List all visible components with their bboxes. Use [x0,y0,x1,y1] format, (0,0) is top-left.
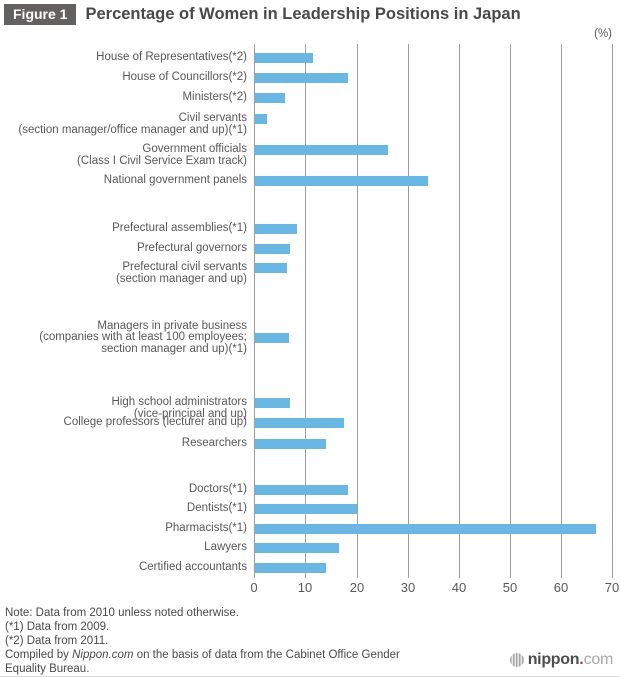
category-label [137,243,247,255]
category-label [122,72,247,84]
bar [255,504,357,514]
category-label-line: (vice-principal and up) [133,407,247,420]
category-label-line: Certified accountants [138,561,247,573]
gridline [510,44,511,578]
bar [255,244,290,254]
bar [255,543,339,553]
category-label [96,52,247,64]
bar [255,176,428,186]
x-tick-label: 70 [604,580,620,595]
logo-dot: . [579,651,584,668]
bar [255,333,289,343]
category-label-line: (companies with at least 100 employees; [39,331,247,343]
category-label [39,321,247,356]
note-line: Note: Data from 2010 unless noted otherwise. [5,607,239,619]
category-label-line: (section manager/office manager and up)(*1) [18,123,247,136]
bar [255,439,326,449]
gridline [254,44,255,578]
bar [255,93,285,103]
bar [255,145,388,155]
logo-name: nippon [527,651,580,668]
logo-tld: com [583,651,613,668]
globe-icon [510,653,524,667]
category-label-line: High school administrators [111,396,247,408]
category-label [139,562,247,574]
category-label-line: House of Councillors(*2) [122,71,247,83]
figure-title: Percentage of Women in Leadership Positions in Japan [85,5,521,23]
category-label-line: House of Representatives(*2) [96,51,247,63]
gridline [357,44,358,578]
figure-number-badge: Figure 1 [4,4,76,25]
category-label-line: Prefectural assemblies(*1) [112,222,247,234]
note-compiled-prefix: Compiled by [5,649,73,661]
category-label-line: Managers in private business [97,319,247,332]
x-tick-label: 30 [400,580,416,595]
category-label-line: Researchers [181,437,247,449]
note-compiled-suffix: on the basis of data from the Cabinet Office Gender Equality Bureau. [5,649,400,675]
category-label-line: (Class I Civil Service Exam track) [77,154,247,167]
category-label-line: College professors (lecturer and up) [63,416,247,428]
x-tick-label: 0 [250,580,258,595]
note-compiled [5,648,405,676]
category-label [64,417,247,429]
category-label-line: Ministers(*2) [182,91,247,103]
gridline [459,44,460,578]
gridline [305,44,306,578]
bar [255,224,297,234]
category-label [165,523,247,535]
category-label [189,484,247,496]
category-label-line: Government officials [142,143,247,155]
category-label [187,503,247,515]
x-tick-label: 10 [297,580,313,595]
category-label-line: section manager and up)(*1) [101,342,247,355]
category-label-line: Prefectural governors [137,242,247,254]
x-tick-label: 50 [502,580,518,595]
category-label-line: Doctors(*1) [188,483,247,495]
category-label [182,92,247,104]
gridline [408,44,409,578]
category-label-line: National government panels [103,174,247,186]
bar [255,114,267,124]
bar [255,73,348,83]
category-label [116,262,247,285]
bar [255,563,326,573]
category-label [182,438,247,450]
x-tick-label: 60 [553,580,569,595]
nippon-logo [510,651,613,669]
bar [255,418,344,428]
x-tick-label: 40 [451,580,467,595]
bar [255,398,290,408]
gridline [561,44,562,578]
gridline [612,44,613,578]
note-compiled-source: Nippon.com [72,649,134,661]
notes [5,606,405,676]
category-label-line: Dentists(*1) [186,502,247,514]
bar [255,485,348,495]
category-label [18,113,247,136]
bar [255,263,287,273]
bar [255,524,596,534]
note-line: (*2) Data from 2011. [5,635,109,647]
category-label [112,223,247,235]
category-label-line: Lawyers [204,541,247,553]
category-label [104,175,247,187]
note-line: (*1) Data from 2009. [5,621,110,633]
category-label [77,144,247,167]
category-label-line: Prefectural civil servants [122,261,247,273]
category-label-line: Pharmacists(*1) [165,522,247,534]
unit-label: (%) [594,28,612,40]
category-label-line: (section manager and up) [115,272,247,285]
bar [255,53,313,63]
category-label [204,542,247,554]
category-label-line: Civil servants [178,112,247,124]
x-tick-label: 20 [349,580,365,595]
